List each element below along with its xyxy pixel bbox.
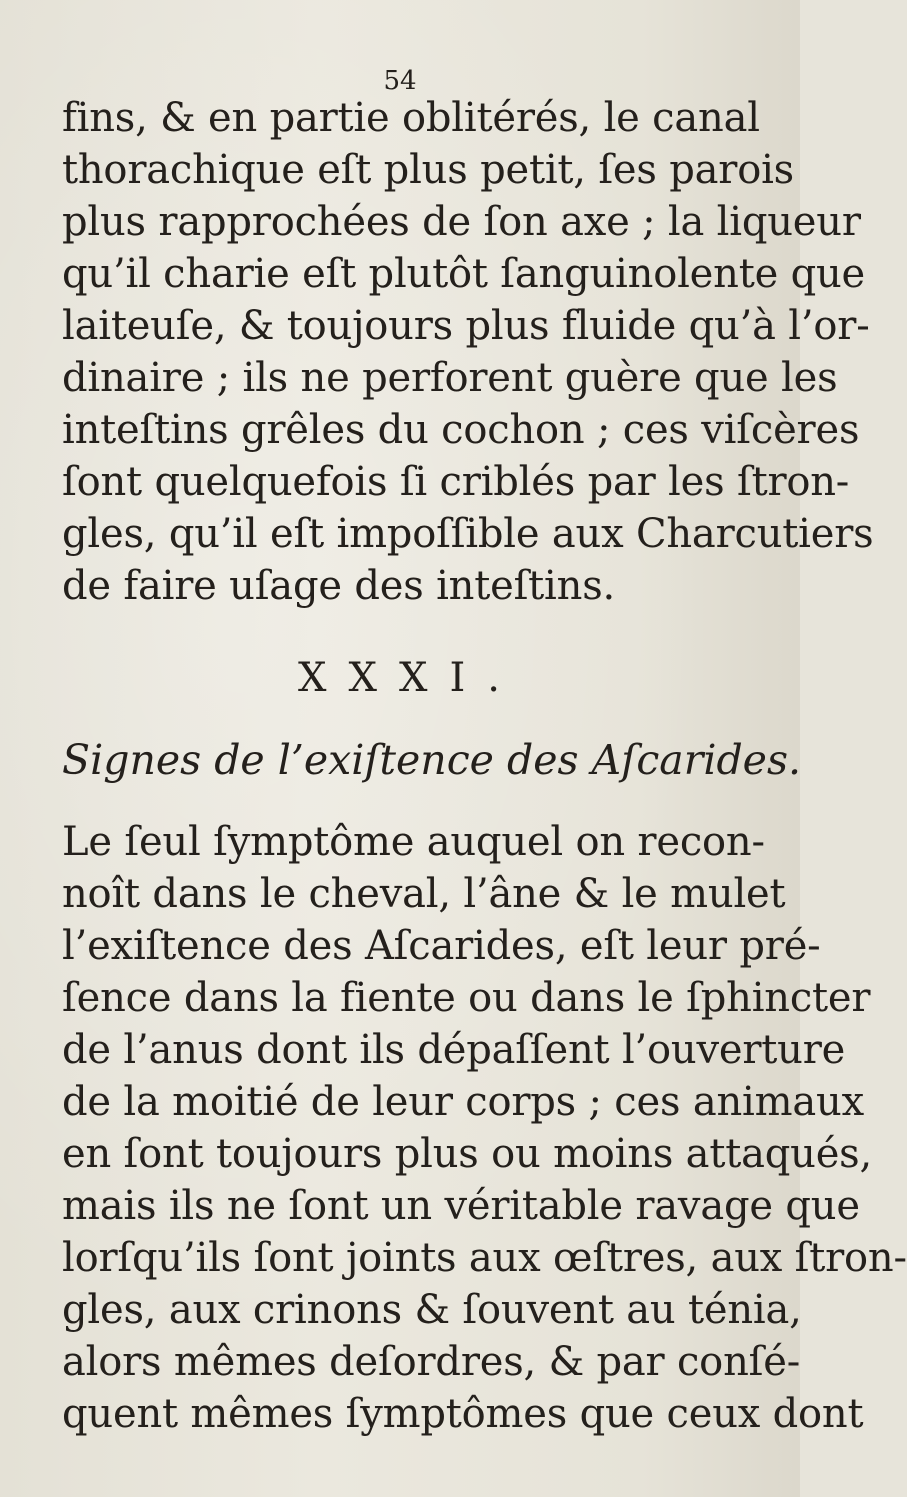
text-line: noît dans le cheval, l’âne & le mulet	[62, 871, 786, 917]
text-line: alors mêmes deſordres, & par conſé-	[62, 1339, 801, 1385]
text-line: gles, aux crinons & ſouvent au ténia,	[62, 1287, 802, 1333]
section-number: XXXI.	[298, 655, 522, 701]
text-line: fins, & en partie oblitérés, le canal	[62, 95, 760, 141]
page-number: 54	[383, 66, 417, 96]
text-line: quent mêmes ſymptômes que ceux dont	[62, 1391, 864, 1437]
text-line: de l’anus dont ils dépaſſent l’ouverture	[62, 1027, 846, 1073]
text-line: mais ils ne ſont un véritable ravage que	[62, 1183, 860, 1229]
text-line: ſence dans la fiente ou dans le ſphincter	[62, 975, 871, 1021]
text-line: qu’il charie eſt plutôt ſanguinolente que	[62, 251, 866, 297]
text-line: laiteuſe, & toujours plus fluide qu’à l’or-	[62, 303, 870, 349]
text-line: gles, qu’il eſt impoſſible aux Charcutiers	[62, 511, 874, 557]
text-line: de la moitié de leur corps ; ces animaux	[62, 1079, 864, 1125]
text-line: ſont quelquefois ſi criblés par les ſtron-	[62, 459, 850, 505]
text-line: de faire uſage des inteſtins.	[62, 563, 616, 609]
text-line: inteſtins grêles du cochon ; ces viſcères	[62, 407, 860, 453]
text-line: l’exiſtence des Aſcarides, eſt leur pré-	[62, 923, 821, 969]
text-line: dinaire ; ils ne perforent guère que les	[62, 355, 838, 401]
text-line: thorachique eſt plus petit, ſes parois	[62, 147, 795, 193]
text-line: Le ſeul ſymptôme auquel on recon-	[62, 819, 765, 865]
text-line: lorſqu’ils ſont joints aux œſtres, aux ſtron-	[62, 1235, 907, 1281]
text-line: plus rapprochées de ſon axe ; la liqueur	[62, 199, 861, 245]
section-title: Signes de l’exiſtence des Aſcarides.	[62, 736, 802, 784]
text-line: en ſont toujours plus ou moins attaqués,	[62, 1131, 873, 1177]
